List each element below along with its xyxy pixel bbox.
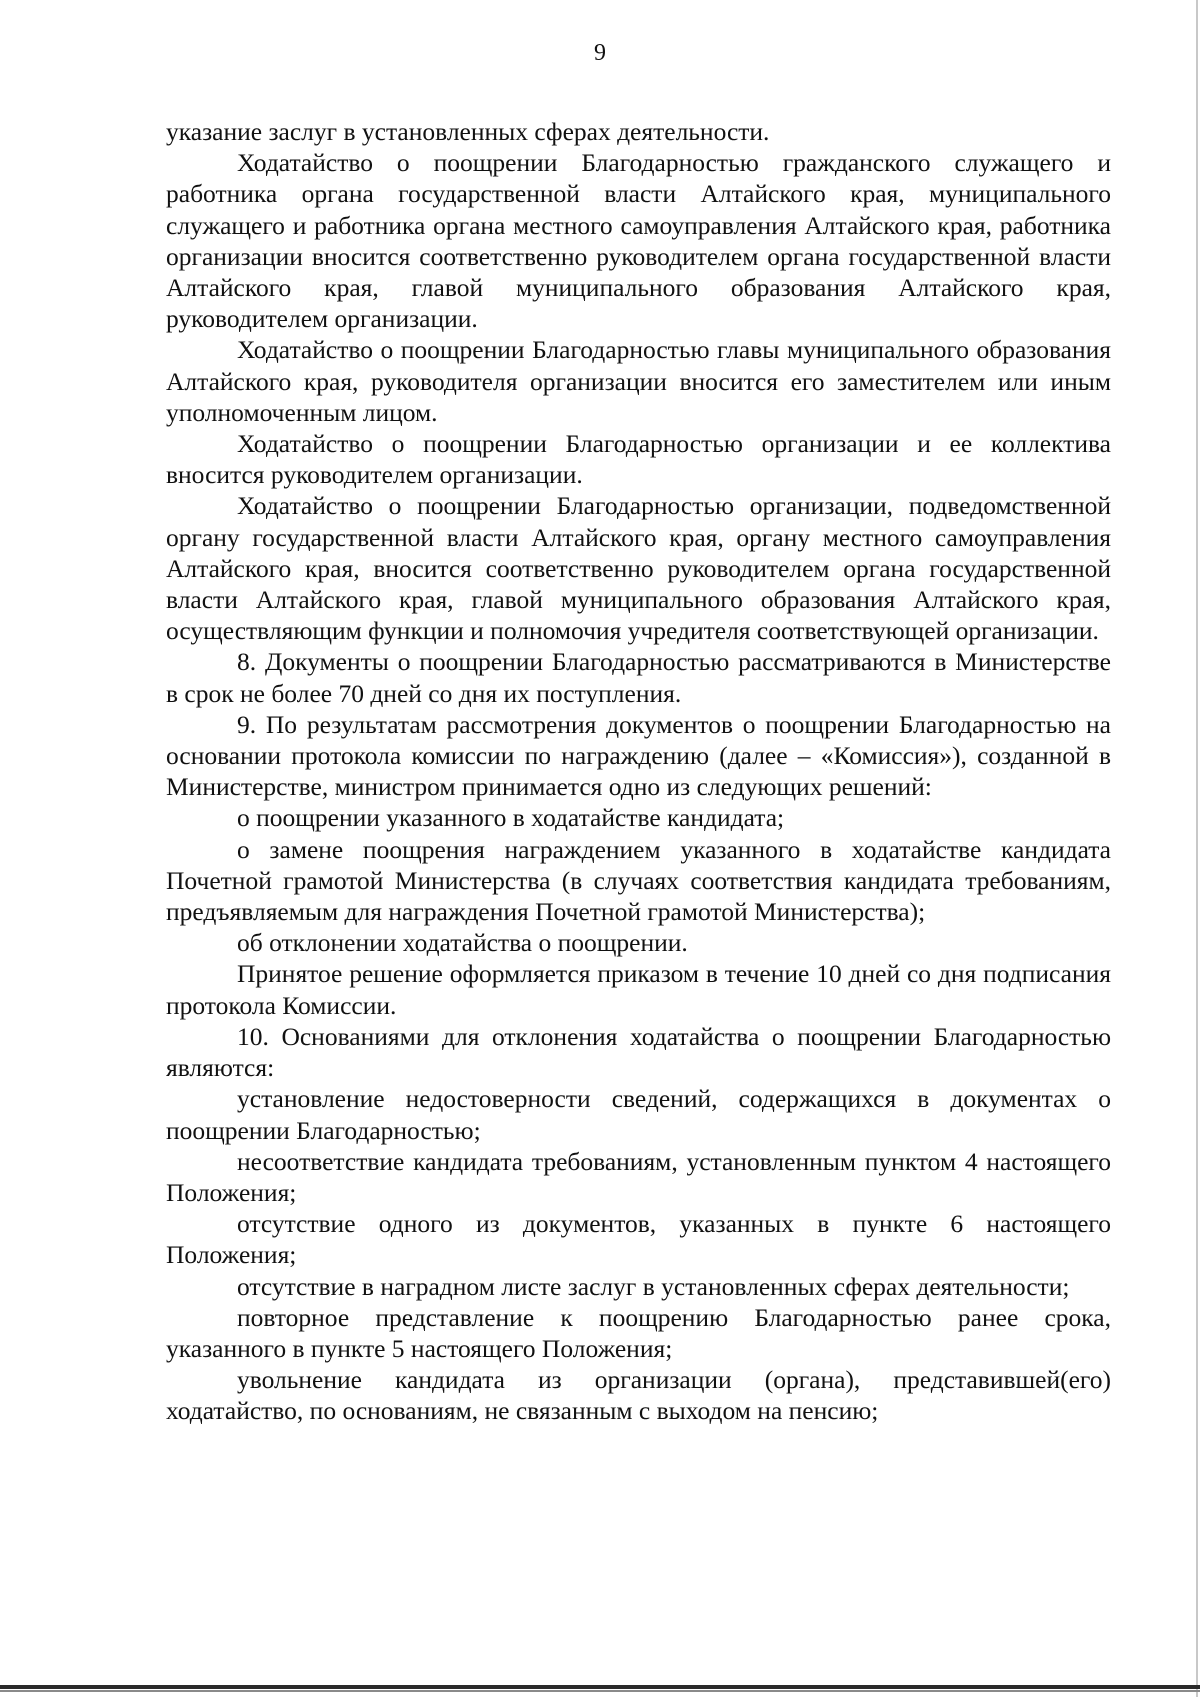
list-item: отсутствие в наградном листе заслуг в установленных сферах деятельности; <box>237 1271 1070 1301</box>
page-number: 9 <box>594 40 606 66</box>
paragraph: Принятое решение оформляется приказом в течение 10 дней со дня подписания протокола Комиссии. <box>166 959 1111 1020</box>
paragraph-item-9: 9. По результатам рассмотрения документов о поощрении Благодарностью на основании протокола комиссии по награждению (далее – «Комиссия»), созданной в Министерстве, министром принимается одно из следующих решений: <box>166 709 1111 802</box>
paragraph: Ходатайство о поощрении Благодарностью главы муниципального образования Алтайского края, руководителя организации вносится его заместителем или иным уполномоченным лицом. <box>166 335 1111 427</box>
page-right-edge <box>1196 0 1198 1697</box>
list-item: несоответствие кандидата требованиям, установленным пунктом 4 настоящего Положения; <box>166 1146 1111 1207</box>
list-item: установление недостоверности сведений, содержащихся в документах о поощрении Благодарностью; <box>166 1084 1111 1145</box>
page-bottom-shadow <box>0 1690 1200 1692</box>
list-item: отсутствие одного из документов, указанных в пункте 6 настоящего Положения; <box>166 1209 1111 1270</box>
list-item: повторное представление к поощрению Благодарностью ранее срока, указанного в пункте 5 настоящего Положения; <box>166 1302 1111 1363</box>
list-item: о поощрении указанного в ходатайстве кандидата; <box>237 803 785 833</box>
paragraph-item-8: 8. Документы о поощрении Благодарностью рассматриваются в Министерстве в срок не более 70 дней со дня их поступления. <box>166 647 1111 708</box>
paragraph: Ходатайство о поощрении Благодарностью организации и ее коллектива вносится руководителем организации. <box>166 429 1111 490</box>
paragraph: Ходатайство о поощрении Благодарностью организации, подведомственной органу государственной власти Алтайского края, органу местного самоуправления Алтайского края, вносится соответственно руководителем органа государственной власти Алтайского края, главой муниципального образования Алтайского края, осуществляющим функции и полномочия учредителя соответствующей организации. <box>166 491 1111 646</box>
list-item: о замене поощрения награждением указанного в ходатайстве кандидата Почетной грамотой Министерства (в случаях соответствия кандидата требованиям, предъявляемым для награждения Почетной грамотой Министерства); <box>166 834 1111 927</box>
document-body <box>166 116 1111 1427</box>
list-item: об отклонении ходатайства о поощрении. <box>237 928 688 958</box>
list-item: увольнение кандидата из организации (органа), представившей(его) ходатайство, по основаниям, не связанным с выходом на пенсию; <box>166 1365 1111 1426</box>
paragraph-item-10: 10. Основаниями для отклонения ходатайства о поощрении Благодарностью являются: <box>166 1021 1111 1083</box>
paragraph: Ходатайство о поощрении Благодарностью гражданского служащего и работника органа государственной власти Алтайского края, муниципального служащего и работника органа местного самоуправления Алтайского края, работника организации вносится соответственно руководителем органа государственной власти Алтайского края, главой муниципального образования Алтайского края, руководителем организации. <box>166 148 1111 334</box>
paragraph: указание заслуг в установленных сферах деятельности. <box>166 117 770 146</box>
page-bottom-edge <box>0 1685 1200 1689</box>
